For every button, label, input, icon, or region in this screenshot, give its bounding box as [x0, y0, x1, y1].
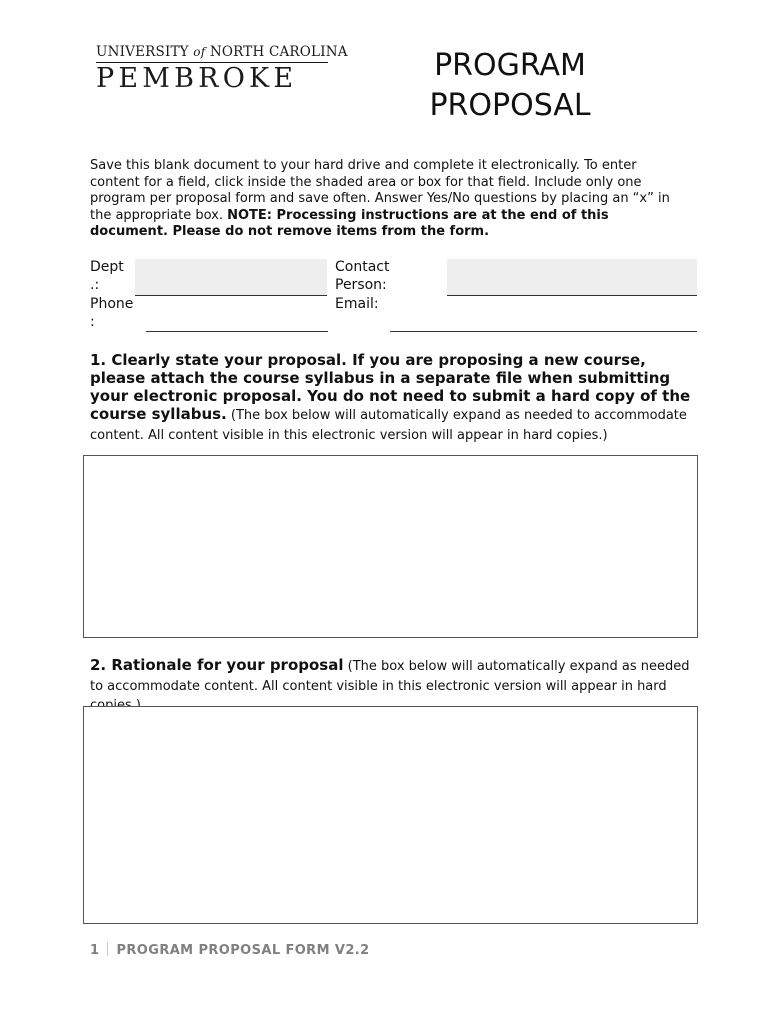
email-input[interactable] [390, 296, 697, 332]
logo-main-line: PEMBROKE [96, 63, 298, 94]
page-title [400, 46, 620, 126]
title-line-2: PROPOSAL [429, 88, 591, 123]
phone-label: Phone : [90, 296, 134, 330]
phone-input[interactable] [146, 296, 328, 332]
dept-input[interactable] [135, 259, 327, 296]
question-2-title: 2. Rationale for your proposal [90, 656, 344, 674]
question-1-answer-box[interactable] [83, 455, 698, 638]
dept-label: Dept .: [90, 259, 124, 293]
logo-top-line: UNIVERSITY of NORTH CAROLINA [96, 44, 328, 63]
instructions-note: NOTE: Processing instructions are at the end of this document. Please do not remove items from the form. [90, 207, 609, 240]
title-line-1: PROGRAM [434, 48, 586, 83]
question-2-note: (The box below will automatically expand as needed to accommodate content. All content visible in this electronic version will appear in hard [90, 659, 690, 694]
page-number: 1 [90, 943, 100, 958]
email-label: Email: [335, 296, 379, 312]
question-1-note: (The box below will automatically expand as needed to accommodate content. All content visible in this electronic version will appear in hard copies.) [90, 408, 687, 443]
contact-person-input[interactable] [447, 259, 697, 296]
question-1-heading [90, 351, 700, 444]
question-2-answer-box[interactable] [83, 706, 698, 924]
footer-divider [107, 942, 108, 956]
instructions-text: Save this blank document to your hard drive and complete it electronically. To enter content for a field, click inside the shaded area or box for that field. Include only one program per proposal form and save often. Answer Yes/No questions by placing an “x” in the appropriate box. [90, 158, 670, 223]
contact-person-label: Contact Person: [335, 259, 390, 293]
form-name: PROGRAM PROPOSAL FORM V2.2 [116, 943, 370, 958]
instructions-paragraph [90, 158, 690, 241]
question-1-title: 1. Clearly state your proposal. If you are proposing a new course, please attach the course syllabus in a separate file when submitting your electronic proposal. You do not need to submit a hard copy of the course syllabus. [90, 351, 691, 423]
university-logo [96, 44, 348, 95]
page-footer [90, 942, 370, 958]
